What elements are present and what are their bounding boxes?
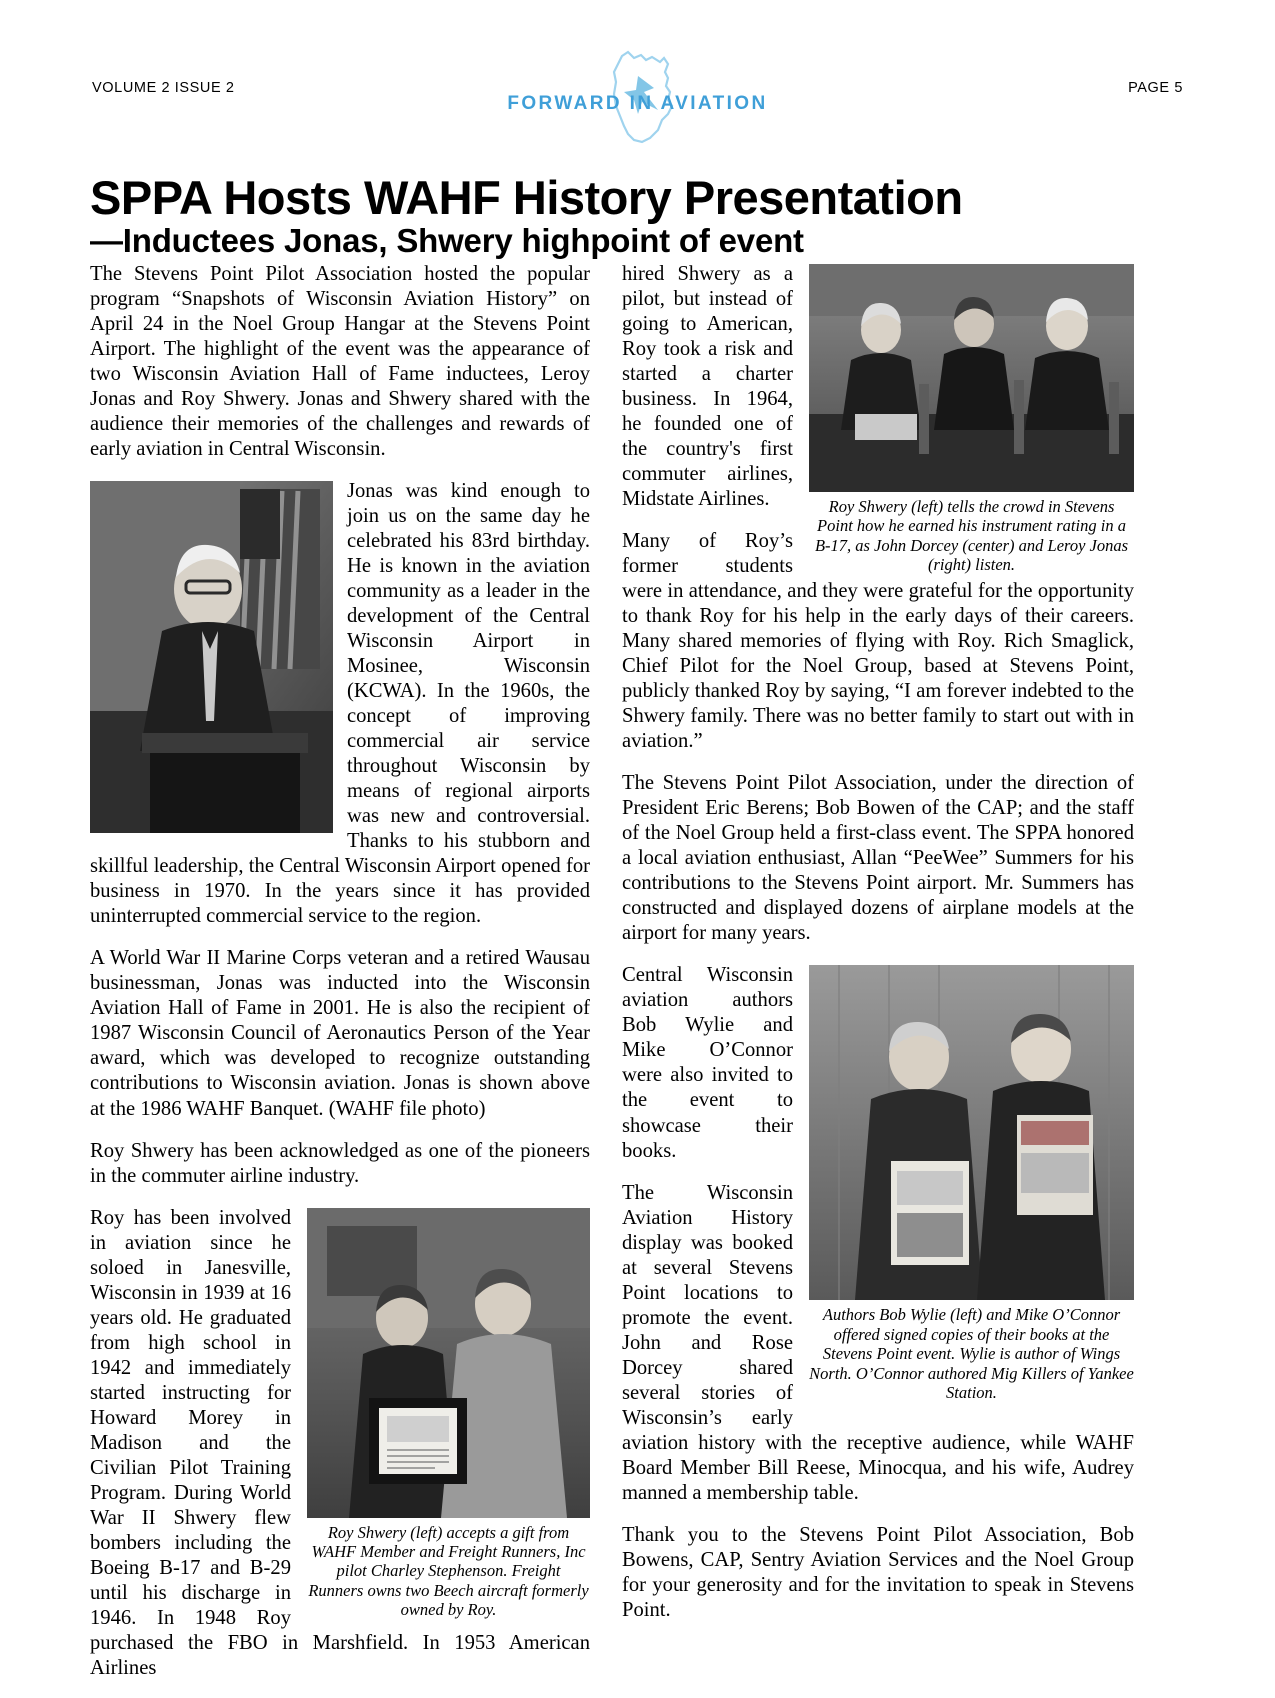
paragraph: Thank you to the Stevens Point Pilot Association, Bob Bowens, CAP, Sentry Aviation Services and the Noel Group for your generosity and for the invitation to speak in Stevens Point.: [622, 1523, 1134, 1621]
article-subheadline: —Inductees Jonas, Shwery highpoint of event: [90, 222, 804, 260]
logo-wordmark: FORWARD IN AVIATION: [507, 93, 768, 114]
paragraph: The Wisconsin Aviation History display was booked at several Stevens Point locations to promote the event. John and Rose Dorcey shared several stories of Wisconsin’s early aviation history with the receptive audience, while WAHF Board Member Bill Reese, Minocqua, and his wife, Audrey manned a membership table.: [622, 1181, 1134, 1504]
photo-panel-caption: Roy Shwery (left) tells the crowd in Stevens Point how he earned his instrument rating in a B-17, as John Dorcey (center) and Leroy Jonas (right) listen.: [814, 497, 1129, 575]
article-headline: SPPA Hosts WAHF History Presentation: [90, 171, 963, 225]
page-number-label: PAGE 5: [1128, 80, 1183, 96]
paragraph: Roy has been involved in aviation since he soloed in Janesville, Wisconsin in 1939 at 16 years old. He graduated from high school in 1942 and immediately started instructing for Howard Morey in Madison and the Civilian Pilot Training Program. During World War II Shwery flew bombers including the Boeing B-17 and B-29 until his discharge in 1946. In 1948 Roy purchased the FBO in Marshfield. In 1953 American Airlines: [90, 1206, 590, 1679]
photo-panel: [809, 264, 1134, 492]
page-header: [92, 70, 1183, 130]
photo-jonas-image: [90, 481, 333, 833]
paragraph: Central Wisconsin aviation authors Bob Wylie and Mike O’Connor were also invited to the event to showcase their books.: [622, 964, 793, 1162]
photo-panel-image: [809, 264, 1134, 492]
photo-shwery-gift-caption: Roy Shwery (left) accepts a gift from WAHF Member and Freight Runners, Inc pilot Charley Stephenson. Freight Runners owns two Beech aircraft formerly owned by Roy.: [308, 1522, 589, 1620]
photo-shwery-gift-figure: [307, 1208, 590, 1620]
paragraph: The Stevens Point Pilot Association hosted the popular program “Snapshots of Wisconsin Aviation History” on April 24 in the Noel Group Hangar at the Stevens Point Airport. The highlight of the event was the appearance of two Wisconsin Aviation Hall of Fame inductees, Leroy Jonas and Roy Shwery. Jonas and Shwery shared with the audience their memories of the challenges and rewards of early aviation in Central Wisconsin.: [90, 263, 590, 461]
photo-panel-figure: [809, 264, 1134, 575]
photo-shwery-gift: [307, 1208, 590, 1518]
photo-authors: [809, 965, 1134, 1300]
paragraph: hired Shwery as a pilot, but instead of going to American, Roy took a risk and started a charter business. In 1964, he founded one of the country's first commuter airlines, Midstate Airlines.: [622, 263, 793, 511]
paragraph: A World War II Marine Corps veteran and a retired Wausau businessman, Jonas was inducted into the Wisconsin Aviation Hall of Fame in 2001. He is also the recipient of 1987 Wisconsin Council of Aeronautics Person of the Year award, which was developed to recognize outstanding contributions to Wisconsin aviation. Jonas is shown above at the 1986 WAHF Banquet. (WAHF file photo): [90, 947, 590, 1120]
volume-issue-label: VOLUME 2 ISSUE 2: [92, 80, 235, 96]
left-column: [90, 262, 590, 1698]
photo-jonas: [90, 481, 333, 833]
photo-authors-image: [809, 965, 1134, 1300]
photo-authors-figure: [809, 965, 1134, 1402]
photo-shwery-gift-image: [307, 1208, 590, 1518]
right-column: [622, 262, 1134, 1640]
paragraph: Many of Roy’s former students were in attendance, and they were grateful for the opportunity to thank Roy for his help in the early days of their careers. Many shared memories of flying with Roy. Rich Smaglick, Chief Pilot for the Noel Group, based at Stevens Point, publicly thanked Roy by saying, “I am forever indebted to the Shwery family. There was no better family to start out with in aviation.”: [622, 530, 1134, 753]
photo-authors-caption: Authors Bob Wylie (left) and Mike O’Connor offered signed copies of their books at the Stevens Point event. Wylie is author of Wings North. O’Connor authored Mig Killers of Yankee Station.: [809, 1305, 1134, 1403]
forward-in-aviation-logo: [488, 48, 788, 158]
paragraph: Jonas was kind enough to join us on the same day he celebrated his 83rd birthday. He is known in the aviation community as a leader in the development of the Central Wisconsin Airport in Mosinee, Wisconsin (KCWA). In the 1960s, the concept of improving commercial air service throughout Wisconsin by means of regional airports was new and controversial. Thanks to his stubborn and skillful leadership, the Central Wisconsin Airport opened for business in 1970. In the years since it has provided uninterrupted commercial service to the region.: [90, 480, 590, 928]
paragraph: The Stevens Point Pilot Association, under the direction of President Eric Berens; Bob Bowen of the CAP; and the staff of the Noel Group held a first-class event. The SPPA honored a local aviation enthusiast, Allan “PeeWee” Summers for his contributions to the Stevens Point airport. Mr. Summers has constructed and displayed dozens of airplane models at the airport for many years.: [622, 772, 1134, 945]
photo-jonas-figure: [90, 481, 333, 833]
paragraph: Roy Shwery has been acknowledged as one of the pioneers in the commuter airline industry.: [90, 1139, 590, 1187]
